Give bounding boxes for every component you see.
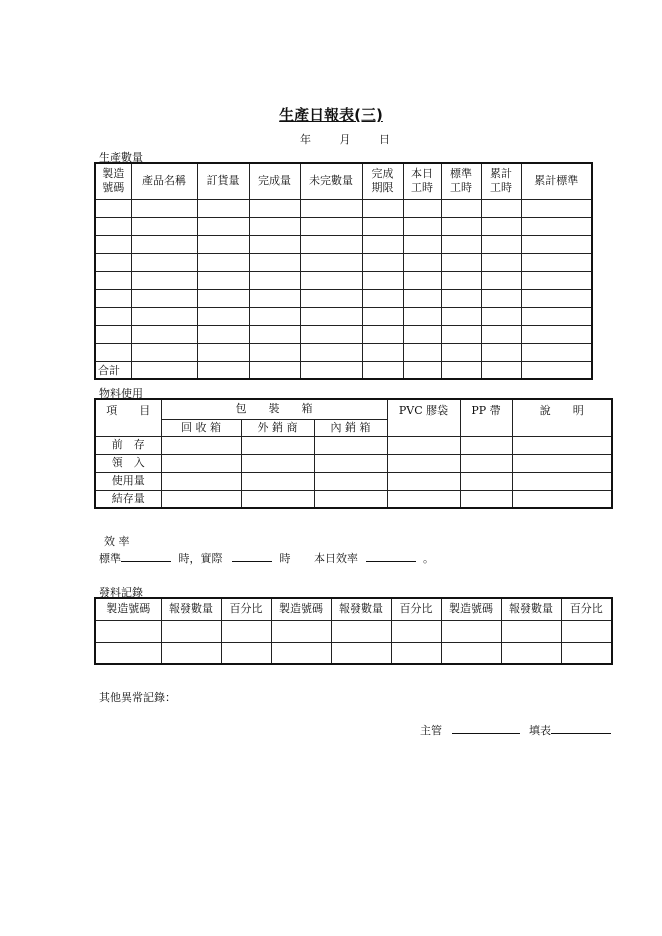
production-cell[interactable] [249, 343, 300, 361]
production-cell[interactable] [249, 235, 300, 253]
production-total-cell[interactable] [521, 361, 592, 379]
period: 。 [423, 552, 434, 565]
other-record-label: 其他異常記錄： [99, 691, 176, 704]
production-cell[interactable] [131, 253, 197, 271]
efficiency-label: 效 率 [104, 535, 130, 548]
production-cell[interactable] [300, 289, 362, 307]
production-cell[interactable] [300, 235, 362, 253]
issue-cell[interactable] [441, 620, 501, 642]
production-cell[interactable] [131, 343, 197, 361]
recycle-box-header: 回 收 箱 [161, 419, 241, 436]
supervisor-field[interactable] [452, 722, 520, 734]
materials-cell[interactable] [241, 454, 314, 472]
production-cell[interactable] [481, 199, 521, 217]
issue-cell[interactable] [221, 620, 271, 642]
production-cell[interactable] [197, 271, 249, 289]
issue-cell[interactable] [95, 620, 161, 642]
production-cell[interactable] [362, 289, 403, 307]
production-total-cell[interactable] [300, 361, 362, 379]
production-cell[interactable] [95, 307, 131, 325]
issue-table [94, 597, 613, 665]
production-cell[interactable] [481, 253, 521, 271]
actual-hours-field[interactable] [232, 550, 272, 562]
production-total-cell[interactable] [441, 361, 481, 379]
issue-header-cell: 百分比 [561, 598, 612, 620]
supervisor-label: 主管 [420, 724, 442, 737]
production-header-cell: 累計標準 [521, 163, 592, 199]
production-total-cell[interactable] [362, 361, 403, 379]
production-cell[interactable] [441, 235, 481, 253]
issue-cell[interactable] [391, 642, 441, 664]
production-cell[interactable] [362, 343, 403, 361]
production-cell[interactable] [197, 343, 249, 361]
production-cell[interactable] [197, 307, 249, 325]
pvc-header: PVC 膠袋 [387, 399, 460, 436]
issue-cell[interactable] [95, 642, 161, 664]
materials-row [95, 436, 612, 454]
materials-table [94, 398, 613, 509]
production-cell[interactable] [95, 325, 131, 343]
production-cell[interactable] [481, 217, 521, 235]
production-table [94, 162, 593, 380]
production-cell[interactable] [249, 253, 300, 271]
materials-cell[interactable] [161, 490, 241, 508]
materials-cell[interactable] [387, 436, 460, 454]
materials-cell[interactable] [387, 454, 460, 472]
production-cell[interactable] [521, 235, 592, 253]
production-cell[interactable] [362, 217, 403, 235]
production-header-cell: 訂貨量 [197, 163, 249, 199]
materials-cell[interactable] [460, 472, 512, 490]
production-cell[interactable] [521, 307, 592, 325]
issue-cell[interactable] [221, 642, 271, 664]
materials-row [95, 472, 612, 490]
issue-header-cell: 製造號碼 [95, 598, 161, 620]
production-cell[interactable] [300, 343, 362, 361]
pp-header: PP 帶 [460, 399, 512, 436]
hours-label: 時 [279, 552, 291, 565]
production-header-cell: 累計 工時 [481, 163, 521, 199]
production-header-cell: 完成 期限 [362, 163, 403, 199]
note-header: 說 明 [512, 399, 612, 436]
materials-cell[interactable] [460, 454, 512, 472]
production-cell[interactable] [131, 307, 197, 325]
today-efficiency-field[interactable] [366, 550, 416, 562]
domestic-box-header: 內 銷 箱 [314, 419, 387, 436]
production-row [95, 325, 592, 343]
issue-row [95, 642, 612, 664]
production-section-label: 生產數量 [99, 151, 143, 164]
production-row [95, 235, 592, 253]
materials-cell[interactable] [314, 490, 387, 508]
materials-row [95, 490, 612, 508]
production-cell[interactable] [362, 325, 403, 343]
production-cell[interactable] [95, 271, 131, 289]
issue-cell[interactable] [561, 642, 612, 664]
production-cell[interactable] [249, 217, 300, 235]
production-header-cell: 製造 號碼 [95, 163, 131, 199]
efficiency-line [99, 550, 434, 566]
materials-cell[interactable] [387, 490, 460, 508]
materials-row-label: 領 入 [95, 454, 161, 472]
month-label: 月 [339, 133, 351, 146]
issue-header-cell: 報發數量 [331, 598, 391, 620]
production-header-cell: 本日 工時 [403, 163, 441, 199]
production-cell[interactable] [521, 199, 592, 217]
production-cell[interactable] [403, 307, 441, 325]
production-total-cell[interactable] [197, 361, 249, 379]
materials-cell[interactable] [161, 454, 241, 472]
production-cell[interactable] [131, 235, 197, 253]
production-cell[interactable] [131, 199, 197, 217]
materials-cell[interactable] [314, 436, 387, 454]
year-label: 年 [300, 133, 311, 146]
production-total-cell[interactable] [131, 361, 197, 379]
production-cell[interactable] [95, 343, 131, 361]
production-cell[interactable] [362, 271, 403, 289]
materials-cell[interactable] [241, 490, 314, 508]
issue-cell[interactable] [271, 620, 331, 642]
production-cell[interactable] [131, 325, 197, 343]
production-cell[interactable] [300, 199, 362, 217]
production-cell[interactable] [197, 235, 249, 253]
materials-cell[interactable] [161, 472, 241, 490]
production-cell[interactable] [441, 217, 481, 235]
page-title: 生產日報表(三) [279, 106, 383, 124]
production-cell[interactable] [403, 217, 441, 235]
materials-cell[interactable] [512, 490, 612, 508]
production-cell[interactable] [441, 199, 481, 217]
production-cell[interactable] [197, 253, 249, 271]
production-cell[interactable] [441, 343, 481, 361]
production-cell[interactable] [95, 253, 131, 271]
issue-row [95, 620, 612, 642]
issue-header-cell: 百分比 [221, 598, 271, 620]
production-cell[interactable] [249, 307, 300, 325]
materials-cell[interactable] [460, 436, 512, 454]
materials-row-label: 結存量 [95, 490, 161, 508]
issue-header-cell: 製造號碼 [441, 598, 501, 620]
production-header-cell: 未完數量 [300, 163, 362, 199]
issue-section-label: 發料記錄 [99, 586, 143, 599]
production-cell[interactable] [131, 271, 197, 289]
issue-cell[interactable] [331, 620, 391, 642]
issue-cell[interactable] [331, 642, 391, 664]
day-label: 日 [379, 133, 390, 146]
production-header-cell: 產品名稱 [131, 163, 197, 199]
issue-cell[interactable] [501, 620, 561, 642]
standard-label: 標準 [99, 552, 121, 565]
materials-cell[interactable] [512, 472, 612, 490]
production-cell[interactable] [441, 253, 481, 271]
issue-cell[interactable] [441, 642, 501, 664]
export-box-header: 外 銷 商 [241, 419, 314, 436]
production-cell[interactable] [300, 253, 362, 271]
production-cell[interactable] [249, 325, 300, 343]
production-cell[interactable] [197, 199, 249, 217]
production-total-cell[interactable] [403, 361, 441, 379]
issue-cell[interactable] [391, 620, 441, 642]
production-cell[interactable] [197, 217, 249, 235]
materials-cell[interactable] [512, 454, 612, 472]
production-row [95, 217, 592, 235]
materials-cell[interactable] [387, 472, 460, 490]
issue-cell[interactable] [161, 620, 221, 642]
materials-cell[interactable] [460, 490, 512, 508]
production-row [95, 199, 592, 217]
materials-row-label: 使用量 [95, 472, 161, 490]
production-total-cell[interactable] [249, 361, 300, 379]
production-cell[interactable] [521, 253, 592, 271]
production-cell[interactable] [95, 289, 131, 307]
materials-row [95, 454, 612, 472]
production-row [95, 307, 592, 325]
issue-header-row [95, 598, 612, 620]
production-cell[interactable] [362, 253, 403, 271]
production-cell[interactable] [300, 217, 362, 235]
production-cell[interactable] [441, 271, 481, 289]
production-cell[interactable] [197, 289, 249, 307]
issue-cell[interactable] [271, 642, 331, 664]
today-efficiency-label: 本日效率 [314, 552, 358, 565]
production-header-row [95, 163, 592, 199]
production-cell[interactable] [441, 325, 481, 343]
production-row [95, 343, 592, 361]
materials-cell[interactable] [241, 472, 314, 490]
production-header-cell: 完成量 [249, 163, 300, 199]
production-cell[interactable] [403, 325, 441, 343]
signature-line [420, 722, 611, 738]
production-cell[interactable] [300, 325, 362, 343]
materials-header-row [95, 399, 612, 419]
materials-section-label: 物料使用 [99, 387, 143, 400]
production-cell[interactable] [249, 271, 300, 289]
production-cell[interactable] [481, 343, 521, 361]
issue-header-cell: 報發數量 [501, 598, 561, 620]
production-cell[interactable] [95, 199, 131, 217]
item-header: 項 目 [95, 399, 161, 436]
production-row [95, 253, 592, 271]
production-cell[interactable] [300, 307, 362, 325]
issue-cell[interactable] [501, 642, 561, 664]
production-cell[interactable] [481, 307, 521, 325]
production-cell[interactable] [403, 271, 441, 289]
issue-header-cell: 製造號碼 [271, 598, 331, 620]
production-cell[interactable] [481, 289, 521, 307]
issue-header-cell: 報發數量 [161, 598, 221, 620]
production-cell[interactable] [131, 217, 197, 235]
production-header-cell: 標準 工時 [441, 163, 481, 199]
production-cell[interactable] [481, 235, 521, 253]
production-cell[interactable] [521, 217, 592, 235]
production-cell[interactable] [441, 289, 481, 307]
production-cell[interactable] [521, 271, 592, 289]
production-row [95, 289, 592, 307]
production-row [95, 271, 592, 289]
issue-cell[interactable] [561, 620, 612, 642]
filler-field[interactable] [551, 722, 611, 734]
production-cell[interactable] [403, 253, 441, 271]
production-cell[interactable] [131, 289, 197, 307]
production-cell[interactable] [362, 199, 403, 217]
materials-cell[interactable] [314, 472, 387, 490]
production-cell[interactable] [403, 199, 441, 217]
production-cell[interactable] [95, 217, 131, 235]
issue-header-cell: 百分比 [391, 598, 441, 620]
issue-cell[interactable] [161, 642, 221, 664]
production-cell[interactable] [481, 271, 521, 289]
box-header: 包 裝 箱 [161, 399, 387, 419]
actual-label: 時，實際 [178, 552, 223, 565]
materials-cell[interactable] [161, 436, 241, 454]
production-cell[interactable] [300, 271, 362, 289]
materials-row-label: 前 存 [95, 436, 161, 454]
materials-cell[interactable] [512, 436, 612, 454]
production-cell[interactable] [249, 289, 300, 307]
filler-label: 填表 [529, 724, 551, 737]
production-cell[interactable] [521, 325, 592, 343]
production-total-row [95, 361, 592, 379]
production-cell[interactable] [362, 235, 403, 253]
production-cell[interactable] [403, 235, 441, 253]
production-cell[interactable] [521, 343, 592, 361]
production-cell[interactable] [521, 289, 592, 307]
production-cell[interactable] [362, 307, 403, 325]
materials-cell[interactable] [241, 436, 314, 454]
standard-hours-field[interactable] [121, 550, 171, 562]
date-line [300, 131, 390, 147]
production-cell[interactable] [197, 325, 249, 343]
materials-cell[interactable] [314, 454, 387, 472]
production-cell[interactable] [403, 343, 441, 361]
production-cell[interactable] [481, 325, 521, 343]
production-cell[interactable] [249, 199, 300, 217]
production-cell[interactable] [403, 289, 441, 307]
total-label: 合計 [95, 361, 131, 379]
production-cell[interactable] [441, 307, 481, 325]
production-cell[interactable] [95, 235, 131, 253]
production-total-cell[interactable] [481, 361, 521, 379]
